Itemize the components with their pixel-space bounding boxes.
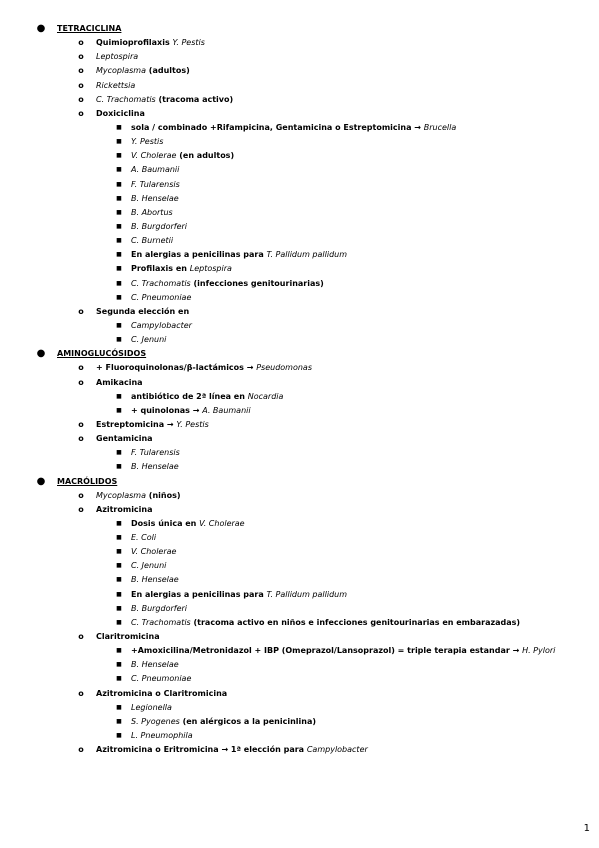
text-run: TETRACICLINA	[57, 24, 122, 33]
bullet-icon: ■	[116, 123, 122, 131]
sub-list-item	[0, 404, 599, 418]
organism-name: H. Pylori	[522, 646, 556, 656]
organism-name: Leptospira	[189, 264, 232, 274]
text-run: sola / combinado +Rifampicina, Gentamicina o Estreptomicina →	[131, 122, 424, 132]
bullet-icon: ■	[116, 562, 122, 570]
bullet-icon: ■	[116, 265, 122, 273]
organism-name: C. Trachomatis	[131, 617, 191, 627]
organism-name: L. Pneumophila	[131, 731, 193, 741]
sub-list-item	[0, 573, 599, 587]
item-text	[131, 163, 179, 177]
text-run: +Amoxicilina/Metronidazol + IBP (Omeprazol/Lansoprazol) = triple terapia estandar →	[131, 646, 523, 656]
sub-list-item	[0, 715, 599, 729]
sub-list-item	[0, 672, 599, 686]
sub-list-item	[0, 149, 599, 163]
organism-name: V. Cholerae	[131, 547, 177, 557]
bullet-icon: o	[78, 94, 84, 104]
sub-list-item	[0, 545, 599, 559]
list-item	[0, 305, 599, 319]
item-text	[131, 573, 179, 587]
item-text	[131, 248, 347, 262]
text-run: Azitromicina	[96, 504, 153, 514]
text-run: Azitromicina o Eritromicina → 1ª elección para	[96, 745, 307, 755]
bullet-icon: o	[78, 632, 84, 642]
bullet-icon: o	[78, 363, 84, 373]
bullet-icon: ■	[116, 279, 122, 287]
organism-name: B. Burgdorferi	[131, 221, 188, 231]
bullet-icon: ■	[116, 618, 122, 626]
text-run: + quinolonas →	[131, 405, 203, 415]
sub-list-item	[0, 559, 599, 573]
sub-list-item	[0, 517, 599, 531]
list-item	[0, 50, 599, 64]
organism-name: Brucella	[423, 122, 457, 132]
item-text	[96, 107, 145, 121]
bullet-icon: ■	[116, 180, 122, 188]
bullet-icon: ■	[116, 251, 122, 259]
item-text	[96, 489, 181, 503]
organism-name: Legionella	[131, 702, 172, 712]
item-text	[131, 616, 520, 630]
sub-list-item	[0, 460, 599, 474]
text-run: Quimioprofilaxis	[96, 38, 173, 48]
text-run: Dosis única en	[131, 518, 200, 528]
bullet-icon: o	[78, 490, 84, 500]
item-text	[96, 36, 205, 50]
text-run: (en alérgicos a la penicinlina)	[179, 716, 317, 726]
sub-list-item	[0, 531, 599, 545]
bullet-icon: ■	[116, 194, 122, 202]
sub-list-item	[0, 248, 599, 262]
text-run: (en adultos)	[176, 151, 235, 161]
item-text	[96, 376, 143, 390]
bullet-icon: ●	[36, 348, 46, 360]
list-item	[0, 107, 599, 121]
list-item	[0, 64, 599, 78]
section-heading	[0, 347, 599, 361]
bullet-icon: ■	[116, 336, 122, 344]
bullet-icon: ■	[116, 321, 122, 329]
list-item	[0, 743, 599, 757]
text-run: MACRÓLIDOS	[57, 476, 118, 486]
text-run: Profilaxis en	[131, 264, 190, 274]
organism-name: B. Henselae	[131, 575, 179, 585]
item-text	[131, 729, 193, 743]
section-heading	[0, 475, 599, 489]
text-run: (tracoma activo)	[155, 94, 234, 104]
list-item	[0, 489, 599, 503]
bullet-icon: ■	[116, 152, 122, 160]
organism-name: B. Henselae	[131, 462, 179, 472]
organism-name: F. Tularensis	[131, 179, 180, 189]
bullet-icon: ■	[116, 703, 122, 711]
item-text	[131, 192, 179, 206]
bullet-icon: ■	[116, 548, 122, 556]
sub-list-item	[0, 333, 599, 347]
organism-name: Leptospira	[96, 52, 139, 62]
text-run: antibiótico de 2ª línea en	[131, 391, 248, 401]
sub-list-item	[0, 291, 599, 305]
bullet-icon: ●	[36, 23, 46, 34]
text-run: En alergias a penicilinas para	[131, 250, 267, 260]
text-run: Estreptomicina →	[96, 419, 177, 429]
bullet-icon: o	[78, 745, 84, 755]
item-text	[131, 135, 163, 149]
bullet-icon: ■	[116, 208, 122, 216]
list-item	[0, 630, 599, 644]
bullet-icon: ●	[36, 475, 46, 487]
sub-list-item	[0, 390, 599, 404]
list-item	[0, 503, 599, 517]
item-text	[131, 644, 555, 658]
text-run: AMINOGLUCÓSIDOS	[57, 349, 147, 359]
item-text	[96, 361, 312, 375]
item-text	[131, 262, 232, 276]
text-run: (infecciones genitourinarias)	[190, 278, 324, 288]
item-text	[131, 178, 180, 192]
bullet-icon: ■	[116, 717, 122, 725]
organism-name: F. Tularensis	[131, 448, 180, 458]
organism-name: B. Henselae	[131, 193, 179, 203]
organism-name: Campylobacter	[131, 320, 192, 330]
text-run: En alergias a penicilinas para	[131, 589, 267, 599]
text-run: Doxiciclina	[96, 108, 145, 118]
page-number: 1	[583, 823, 590, 834]
organism-name: C. Pneumoniae	[131, 292, 192, 302]
item-text	[131, 220, 187, 234]
item-text	[96, 79, 135, 93]
item-text	[131, 446, 180, 460]
item-text	[131, 404, 251, 418]
sub-list-item	[0, 178, 599, 192]
text-run: (tracoma activo en niños e infecciones genitourinarias en embarazadas)	[190, 617, 521, 627]
bullet-icon: ■	[116, 463, 122, 471]
bullet-icon: ■	[116, 138, 122, 146]
organism-name: Y. Pestis	[172, 38, 205, 48]
organism-name: Mycoplasma	[96, 66, 146, 76]
organism-name: T. Pallidum pallidum	[266, 250, 348, 260]
organism-name: Nocardia	[247, 391, 284, 401]
sub-list-item	[0, 729, 599, 743]
bullet-icon: ■	[116, 449, 122, 457]
organism-name: B. Henselae	[131, 660, 179, 670]
text-run: + Fluoroquinolonas/β-lactámicos →	[96, 363, 257, 373]
bullet-icon: ■	[116, 647, 122, 655]
item-text	[131, 149, 234, 163]
sub-list-item	[0, 234, 599, 248]
organism-name: C. Trachomatis	[131, 278, 191, 288]
bullet-icon: ■	[116, 166, 122, 174]
organism-name: C. Jenuni	[131, 335, 167, 345]
bullet-icon: o	[78, 66, 84, 76]
bullet-icon: o	[78, 80, 84, 90]
organism-name: Pseudomonas	[256, 363, 312, 373]
item-text	[131, 672, 191, 686]
sub-list-item	[0, 701, 599, 715]
item-text	[131, 291, 191, 305]
item-text	[131, 333, 166, 347]
bullet-icon: o	[78, 504, 84, 514]
organism-name: C. Jenuni	[131, 561, 167, 571]
organism-name: C. Burnetii	[131, 236, 174, 246]
bullet-icon: o	[78, 419, 84, 429]
organism-name: Rickettsia	[96, 80, 136, 90]
item-text	[131, 588, 347, 602]
item-text	[131, 277, 324, 291]
organism-name: Y. Pestis	[131, 137, 164, 147]
sub-list-item	[0, 277, 599, 291]
sub-list-item	[0, 588, 599, 602]
item-text	[96, 64, 190, 78]
organism-name: V. Cholerae	[199, 518, 245, 528]
organism-name: C. Trachomatis	[96, 94, 156, 104]
item-text	[131, 319, 192, 333]
bullet-icon: ■	[116, 222, 122, 230]
item-text	[96, 630, 160, 644]
bullet-icon: ■	[116, 604, 122, 612]
bullet-icon: o	[78, 38, 84, 48]
organism-name: B. Burgdorferi	[131, 603, 188, 613]
sub-list-item	[0, 121, 599, 135]
text-run: Segunda elección en	[96, 306, 190, 316]
bullet-icon: ■	[116, 406, 122, 414]
sub-list-item	[0, 220, 599, 234]
organism-name: E. Coli	[131, 533, 157, 543]
item-text	[131, 602, 187, 616]
item-text	[131, 658, 179, 672]
text-run: Amikacina	[96, 377, 143, 387]
bullet-icon: ■	[116, 590, 122, 598]
item-text	[96, 93, 233, 107]
list-item	[0, 376, 599, 390]
sub-list-item	[0, 262, 599, 276]
document-outline	[0, 22, 599, 757]
item-text	[131, 121, 456, 135]
section-heading	[0, 22, 599, 36]
organism-name: Campylobacter	[306, 745, 368, 755]
text-run: Claritromicina	[96, 632, 160, 642]
bullet-icon: o	[78, 377, 84, 387]
organism-name: A. Baumanii	[202, 405, 251, 415]
item-text	[131, 559, 166, 573]
item-text	[57, 22, 121, 36]
list-item	[0, 361, 599, 375]
item-text	[96, 687, 227, 701]
text-run: Azitromicina o Claritromicina	[96, 688, 228, 698]
bullet-icon: o	[78, 434, 84, 444]
item-text	[131, 517, 245, 531]
sub-list-item	[0, 319, 599, 333]
text-run: (adultos)	[146, 66, 190, 76]
sub-list-item	[0, 616, 599, 630]
list-item	[0, 36, 599, 50]
item-text	[131, 701, 172, 715]
item-text	[96, 50, 138, 64]
item-text	[96, 743, 368, 757]
item-text	[131, 206, 173, 220]
bullet-icon: ■	[116, 661, 122, 669]
bullet-icon: ■	[116, 392, 122, 400]
item-text	[131, 460, 179, 474]
list-item	[0, 418, 599, 432]
item-text	[131, 715, 316, 729]
list-item	[0, 687, 599, 701]
text-run: Gentamicina	[96, 434, 153, 444]
organism-name: C. Pneumoniae	[131, 674, 192, 684]
bullet-icon: ■	[116, 732, 122, 740]
sub-list-item	[0, 644, 599, 658]
sub-list-item	[0, 602, 599, 616]
organism-name: A. Baumanii	[131, 165, 180, 175]
item-text	[131, 234, 173, 248]
item-text	[57, 475, 117, 489]
bullet-icon: ■	[116, 519, 122, 527]
list-item	[0, 93, 599, 107]
item-text	[96, 305, 189, 319]
bullet-icon: ■	[116, 293, 122, 301]
list-item	[0, 432, 599, 446]
list-item	[0, 79, 599, 93]
text-run: (niños)	[146, 490, 181, 500]
sub-list-item	[0, 192, 599, 206]
organism-name: S. Pyogenes	[131, 716, 180, 726]
item-text	[57, 347, 146, 361]
sub-list-item	[0, 135, 599, 149]
bullet-icon: o	[78, 108, 84, 118]
item-text	[96, 418, 209, 432]
organism-name: B. Abortus	[131, 207, 173, 217]
organism-name: T. Pallidum pallidum	[266, 589, 348, 599]
bullet-icon: ■	[116, 237, 122, 245]
bullet-icon: ■	[116, 534, 122, 542]
item-text	[96, 503, 153, 517]
sub-list-item	[0, 446, 599, 460]
sub-list-item	[0, 658, 599, 672]
bullet-icon: o	[78, 688, 84, 698]
sub-list-item	[0, 206, 599, 220]
bullet-icon: ■	[116, 576, 122, 584]
organism-name: Mycoplasma	[96, 490, 146, 500]
organism-name: V. Cholerae	[131, 151, 177, 161]
item-text	[131, 390, 283, 404]
item-text	[96, 432, 153, 446]
bullet-icon: ■	[116, 675, 122, 683]
item-text	[131, 545, 176, 559]
sub-list-item	[0, 163, 599, 177]
organism-name: Y. Pestis	[176, 419, 209, 429]
item-text	[131, 531, 156, 545]
bullet-icon: o	[78, 52, 84, 62]
bullet-icon: o	[78, 306, 84, 316]
